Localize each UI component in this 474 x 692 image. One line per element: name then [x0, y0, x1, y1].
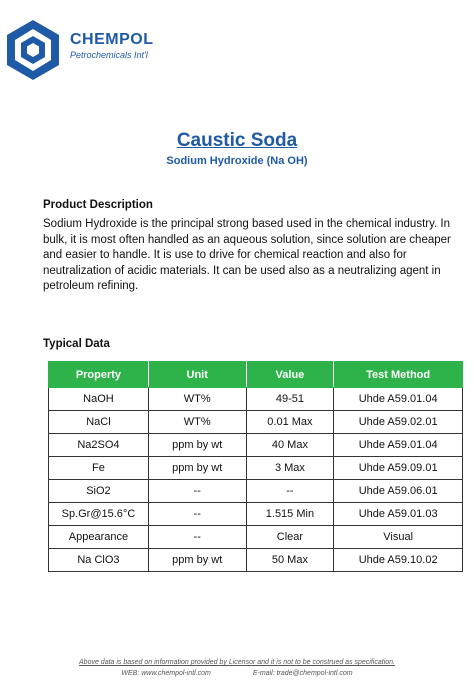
product-title	[0, 130, 474, 152]
value-cell: 1.515 Min	[246, 503, 334, 526]
property-cell: SiO2	[49, 480, 149, 503]
property-cell: NaCl	[49, 411, 149, 434]
unit-cell: ppm by wt	[148, 434, 246, 457]
value-cell: 0.01 Max	[246, 411, 334, 434]
test-method-cell: Uhde A59.01.03	[334, 503, 463, 526]
product-title-text: Caustic Soda	[176, 130, 298, 151]
test-method-cell: Uhde A59.10.02	[334, 549, 463, 572]
column-header: Value	[246, 362, 334, 388]
table-row	[49, 549, 463, 572]
table-row	[49, 480, 463, 503]
unit-cell: --	[148, 503, 246, 526]
unit-cell: ppm by wt	[148, 457, 246, 480]
unit-cell: ppm by wt	[148, 549, 246, 572]
value-cell: 50 Max	[246, 549, 334, 572]
brand-block	[70, 32, 154, 60]
unit-cell: WT%	[148, 411, 246, 434]
property-cell: Appearance	[49, 526, 149, 549]
unit-cell: WT%	[148, 388, 246, 411]
value-cell: Clear	[246, 526, 334, 549]
value-cell: --	[246, 480, 334, 503]
property-cell: Na2SO4	[49, 434, 149, 457]
test-method-cell: Visual	[334, 526, 463, 549]
unit-cell: --	[148, 526, 246, 549]
test-method-cell: Uhde A59.02.01	[334, 411, 463, 434]
product-subtitle: Sodium Hydroxide (Na OH)	[166, 155, 308, 167]
footer-disclaimer: Above data is based on information provided by Licensor and it is not to be construed as specification.	[79, 659, 395, 666]
column-header: Unit	[148, 362, 246, 388]
test-method-cell: Uhde A59.09.01	[334, 457, 463, 480]
test-method-cell: Uhde A59.01.04	[334, 434, 463, 457]
table-row	[49, 434, 463, 457]
property-cell: Fe	[49, 457, 149, 480]
test-method-cell: Uhde A59.06.01	[334, 480, 463, 503]
property-cell: Na ClO3	[49, 549, 149, 572]
brand-tagline: Petrochemicals Int'l	[70, 50, 148, 60]
footer-email: E-mail: trade@chempol-intl.com	[252, 670, 353, 677]
table-row	[49, 503, 463, 526]
typical-data-heading: Typical Data	[43, 338, 110, 350]
test-method-cell: Uhde A59.01.04	[334, 388, 463, 411]
unit-cell: --	[148, 480, 246, 503]
value-cell: 40 Max	[246, 434, 334, 457]
property-cell: Sp.Gr@15.6°C	[49, 503, 149, 526]
property-cell: NaOH	[49, 388, 149, 411]
table-row	[49, 526, 463, 549]
description-text: Sodium Hydroxide is the principal strong based used in the chemical industry. In bulk, it is most often handled as an aqueous solution, since solution are cheaper and easier to handle. It is use to drive for chemical reaction and also for neutralization of acidic materials. It can be used also as a neutralizing agent in petroleum refining.	[43, 218, 451, 292]
table-row	[49, 388, 463, 411]
value-cell: 49-51	[246, 388, 334, 411]
footer-contacts	[0, 670, 474, 677]
table-row	[49, 411, 463, 434]
table-header-row	[49, 362, 463, 388]
column-header: Test Method	[334, 362, 463, 388]
brand-name: CHEMPOL	[70, 31, 154, 48]
table-row	[49, 457, 463, 480]
typical-data-table	[48, 361, 463, 572]
footer-web: WEB: www.chempol-intl.com	[121, 670, 211, 677]
column-header: Property	[49, 362, 149, 388]
description-heading: Product Description	[43, 199, 153, 211]
value-cell: 3 Max	[246, 457, 334, 480]
hexagon-logo-icon	[4, 18, 62, 82]
